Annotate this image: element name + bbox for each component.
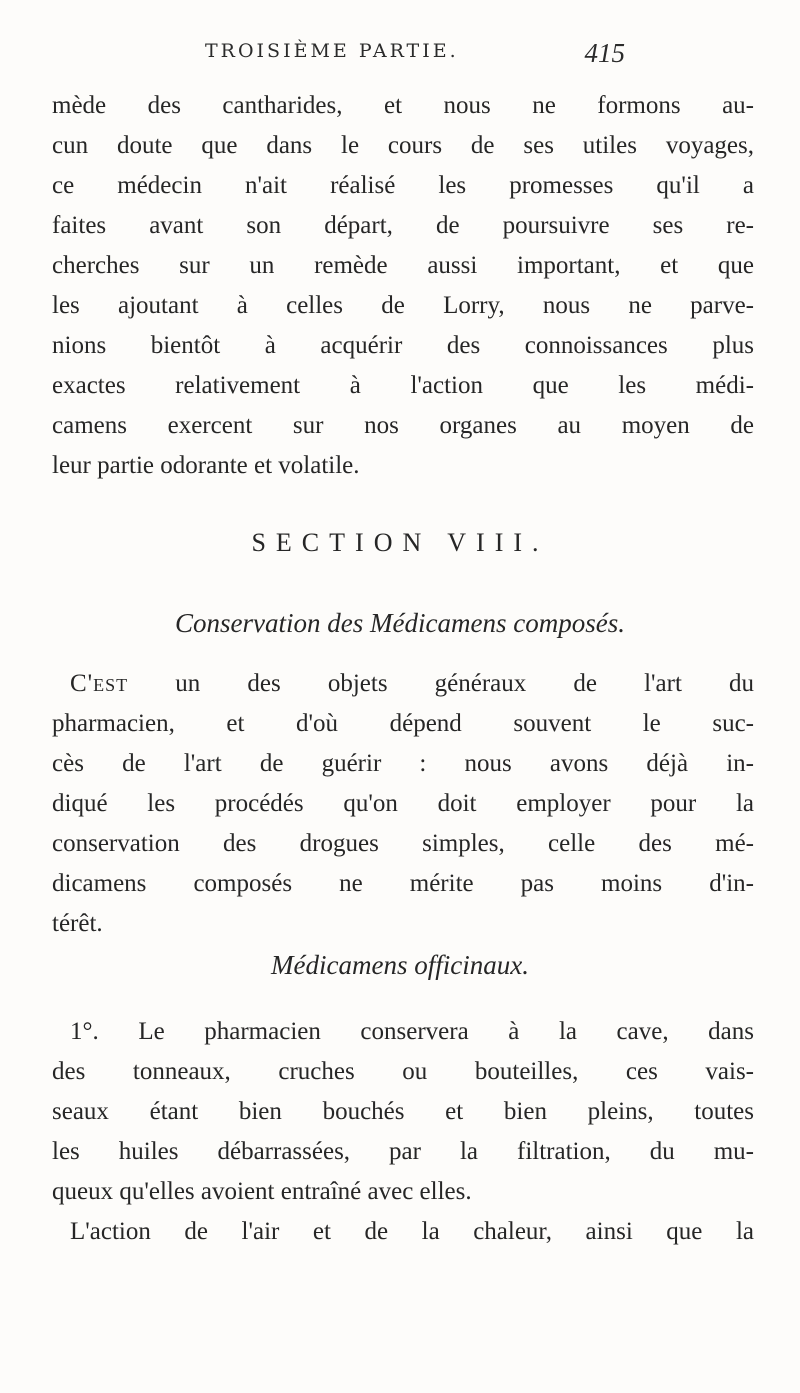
text-line: queux qu'elles avoient entraîné avec elles. [52,1178,472,1205]
text-line: exactes relativement à l'action que les médi- [52,372,754,399]
section-heading: SECTION VIII. [251,528,549,557]
section-subtitle: Conservation des Médicamens composés. [175,608,625,638]
subheading: Médicamens officinaux. [271,950,529,980]
page-number: 415 [584,38,625,68]
text-line: faites avant son départ, de poursuivre ses re- [52,212,754,239]
text-line: les huiles débarrassées, par la filtration, du mu- [52,1138,754,1165]
text-line: les ajoutant à celles de Lorry, nous ne parve- [52,292,754,319]
text-line: pharmacien, et d'où dépend souvent le suc- [52,710,754,737]
text-line: camens exercent sur nos organes au moyen de [52,412,754,439]
text-line-first [70,670,754,698]
running-head [205,40,625,80]
text-line-first: 1°. Le pharmacien conservera à la cave, dans [70,1018,754,1045]
text-line: ce médecin n'ait réalisé les promesses qu'il a [52,172,754,199]
text-line: conservation des drogues simples, celle des mé- [52,830,754,857]
first-line-rest: un des objets généraux de l'art du [128,670,754,697]
text-line: cherches sur un remède aussi important, et que [52,252,754,279]
text-line: diqué les procédés qu'on doit employer pour la [52,790,754,817]
text-line: cès de l'art de guérir : nous avons déjà in- [52,750,754,777]
text-line: cun doute que dans le cours de ses utiles voyages, [52,132,754,159]
text-line: leur partie odorante et volatile. [52,452,360,479]
running-title: TROISIÈME PARTIE. [205,40,459,62]
text-line: térêt. [52,910,103,937]
text-line: mède des cantharides, et nous ne formons au- [52,92,754,119]
drop-word: C'est [70,670,129,697]
text-line: nions bientôt à acquérir des connoissances plus [52,332,754,359]
text-line-first: L'action de l'air et de la chaleur, ainsi que la [70,1218,754,1245]
text-line: seaux étant bien bouchés et bien pleins, toutes [52,1098,754,1125]
text-line: des tonneaux, cruches ou bouteilles, ces vais- [52,1058,754,1085]
text-line: dicamens composés ne mérite pas moins d'in- [52,870,754,897]
